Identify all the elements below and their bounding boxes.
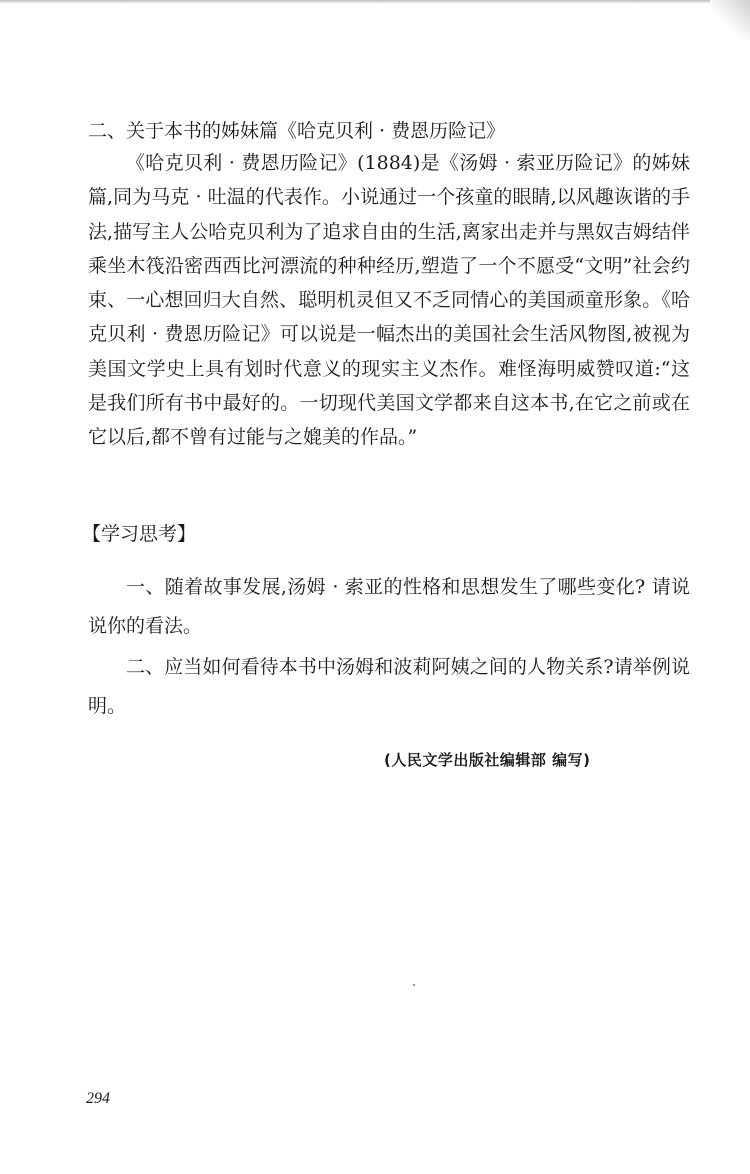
page-top-edge: [0, 0, 750, 4]
study-heading: 【学习思考】: [82, 523, 197, 545]
page-corner-shade: [710, 0, 750, 40]
section-paragraph: 《哈克贝利 · 费恩历险记》(1884)是《汤姆 · 索亚历险记》的姊妹篇,同为马克 · 吐温的代表作。小说通过一个孩童的眼睛,以风趣诙谐的手法,描写主人公哈克贝利为了追求自由的生活,离家出走并与黑奴吉姆结伴乘坐木筏沿密西西比河漂流的种种经历,塑造了一个不愿受“文明”社会约束、一心想回归大自然、聪明机灵但又不乏同情心的美国顽童形象。《哈克贝利 · 费恩历险记》可以说是一幅杰出的美国社会生活风物图,被视为美国文学史上具有划时代意义的现实主义杰作。难怪海明威赞叹道:“这是我们所有书中最好的。一切现代美国文学都来自这本书,在它之前或在它以后,都不曾有过能与之媲美的作品。”: [88, 152, 690, 449]
study-question-1: 一、随着故事发展,汤姆 · 索亚的性格和思想发生了哪些变化? 请说说你的看法。: [88, 576, 690, 637]
page-number: 294: [86, 1090, 110, 1107]
section-heading: 二、关于本书的姊妹篇《哈克贝利 · 费恩历险记》: [88, 120, 506, 142]
study-question-2: 二、应当如何看待本书中汤姆和波莉阿姨之间的人物关系?请举例说明。: [88, 656, 690, 717]
editor-credit: (人民文学出版社编辑部 编写): [384, 751, 591, 769]
scan-speck: [413, 984, 415, 986]
